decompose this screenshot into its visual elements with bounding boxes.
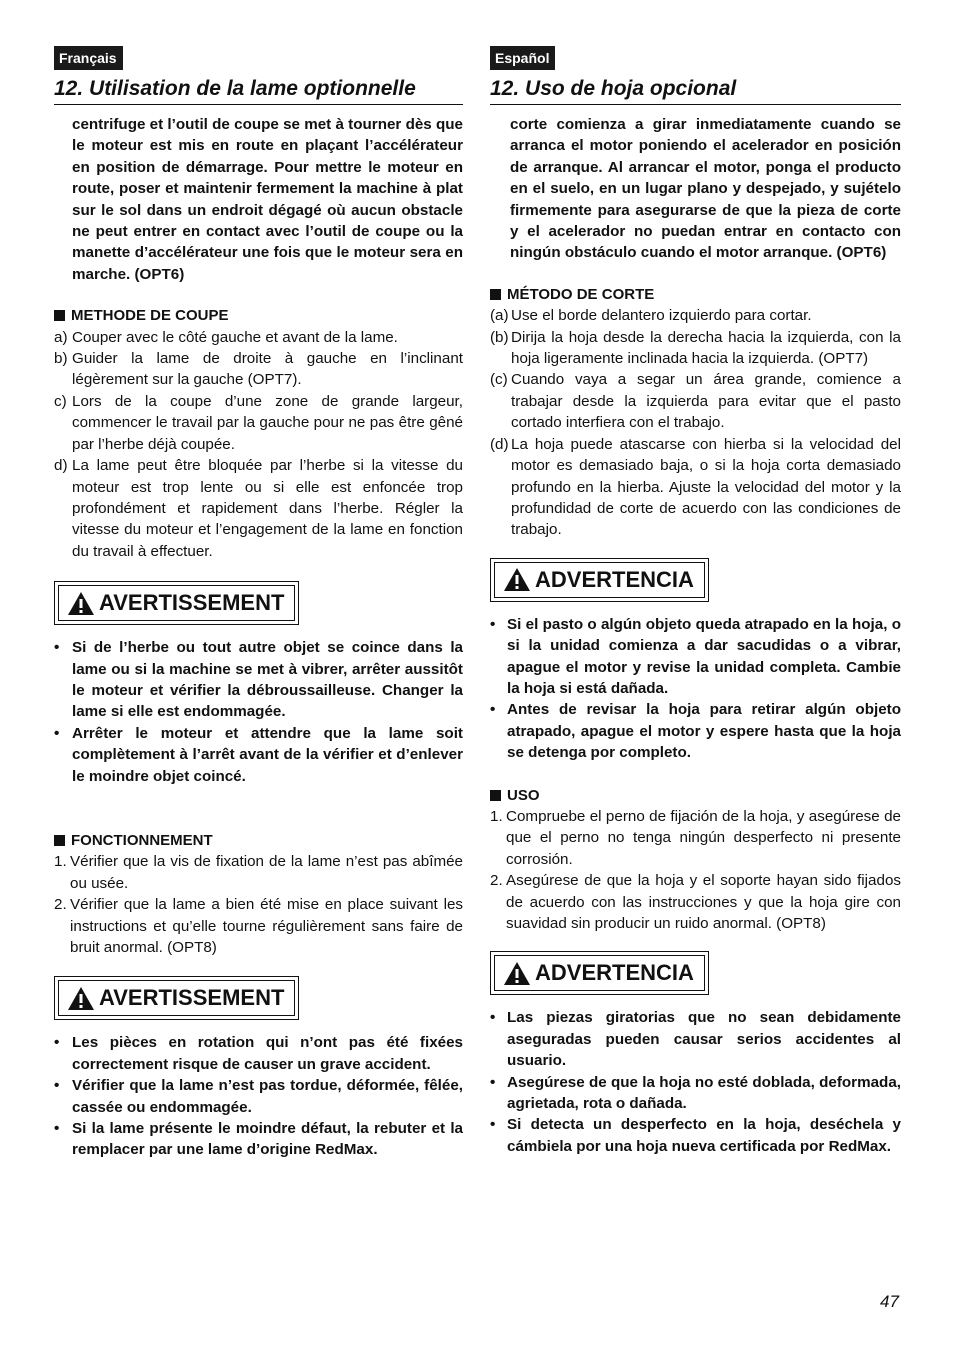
method-heading: METHODE DE COUPE bbox=[54, 305, 463, 326]
list-item: 1. Vérifier que la vis de fixation de la lame n’est pas abîmée ou usée. bbox=[54, 853, 463, 892]
list-item: (c) Cuando vaya a segar un área grande, comience a trabajar desde la izquierda para evitar que el pasto cortado interfiera con el trabajo. bbox=[490, 371, 901, 432]
list-item: d) La lame peut être bloquée par l’herbe si la vitesse du moteur est trop lente ou si elle est enfoncée trop profondément et rapidement dans l’herbe. Régler la vitesse du moteur et l’engagement de la lame en fonction du travail à effectuer. bbox=[54, 457, 463, 560]
warning-triangle-icon bbox=[67, 591, 95, 616]
list-item: (d) La hoja puede atascarse con hierba si la velocidad del motor es demasiado baja, o si la hoja corta demasiado profundo en la hierba. Ajuste la velocidad del motor y la profundidad de corte de acuerdo con las condiciones de trabajo. bbox=[490, 435, 901, 539]
method-steps bbox=[490, 305, 901, 540]
warning-triangle-icon bbox=[67, 986, 95, 1011]
warning-label: AVERTISSEMENT bbox=[99, 985, 285, 1011]
list-item: a) Couper avec le côté gauche et avant de la lame. bbox=[54, 328, 398, 346]
warning-list bbox=[54, 637, 463, 787]
warning-label: ADVERTENCIA bbox=[535, 960, 694, 986]
warning-box bbox=[54, 976, 463, 1020]
list-item: • Vérifier que la lame n’est pas tordue, déformée, fêlée, cassée ou endommagée. bbox=[54, 1077, 463, 1116]
page-number: 47 bbox=[880, 1292, 899, 1311]
warning-list bbox=[490, 1007, 901, 1157]
list-item: • Las piezas giratorias que no sean debidamente aseguradas pueden causar serios accidentes al usuario. bbox=[490, 1009, 901, 1070]
list-item: 1. Compruebe el perno de fijación de la hoja, y asegúrese de que el perno no tenga ningún desperfecto ni presente corrosión. bbox=[490, 807, 901, 868]
list-item: 2. Vérifier que la lame a bien été mise en place suivant les instructions et qu’elle tourne régulièrement sans faire de bruit anormal. (OPT8) bbox=[54, 896, 463, 956]
warning-list bbox=[54, 1032, 463, 1160]
square-bullet-icon bbox=[490, 289, 501, 300]
warning-box bbox=[54, 581, 463, 625]
list-item: (a) Use el borde delantero izquierdo para cortar. bbox=[490, 307, 812, 325]
section-title: 12. Uso de hoja opcional bbox=[490, 76, 901, 105]
list-item: • Arrêter le moteur et attendre que la lame soit complètement à l’arrêt avant de la vérifier et d’enlever le moindre objet coincé. bbox=[54, 724, 463, 785]
list-item: • Si de l’herbe ou tout autre objet se coince dans la lame ou si la machine se met à vibrer, arrêter aussitôt le moteur et vérifier la débroussailleuse. Changer la lame si elle est endommagée. bbox=[54, 639, 463, 721]
list-item: c) Lors de la coupe d’une zone de grande largeur, commencer le travail par la gauche pour ne pas être gêné par l’herbe déjà coupée. bbox=[54, 392, 463, 453]
list-item: • Si detecta un desperfecto en la hoja, deséchela y cámbiela por una hoja nueva certificada por RedMax. bbox=[490, 1116, 901, 1155]
language-tag: Español bbox=[490, 46, 555, 70]
column-french bbox=[54, 46, 463, 1161]
intro-paragraph: corte comienza a girar inmediatamente cuando se arranca el motor poniendo el acelerador en posición de arranque. Al arrancar el motor, ponga el producto en el suelo, en un lugar plano y despejado, y sujételo firmemente para asegurarse de que la pieza de corte y el acelerador no puedan entrar en contacto con ningún obstáculo cuando el motor arranque. (OPT6) bbox=[510, 116, 901, 262]
square-bullet-icon bbox=[54, 310, 65, 321]
warning-box bbox=[490, 558, 901, 602]
list-item: • Les pièces en rotation qui n’ont pas été fixées correctement risque de causer un grave accident. bbox=[54, 1034, 463, 1073]
list-item: • Si la lame présente le moindre défaut, la rebuter et la remplacer par une lame d’origine RedMax. bbox=[54, 1120, 463, 1159]
warning-label: ADVERTENCIA bbox=[535, 566, 694, 592]
intro-paragraph: centrifuge et l’outil de coupe se met à tourner dès que le moteur est mis en route en plaçant l’accélérateur en position de démarrage. Pour mettre le moteur en route, poser et maintenir fermement la machine à plat sur le sol dans un endroit dégagé où aucun obstacle ne peut entrer en contact avec l’outil de coupe ou la manette d’accélérateur une fois que le moteur sera en marche. (OPT6) bbox=[72, 116, 463, 283]
square-bullet-icon bbox=[54, 835, 65, 846]
warning-box bbox=[490, 951, 901, 995]
operation-heading: USO bbox=[490, 785, 901, 806]
list-item: • Asegúrese de que la hoja no esté doblada, deformada, agrietada, rota o dañada. bbox=[490, 1073, 901, 1113]
operation-steps bbox=[54, 851, 463, 958]
language-tag: Français bbox=[54, 46, 123, 70]
column-spanish bbox=[490, 46, 901, 1157]
square-bullet-icon bbox=[490, 790, 501, 801]
section-title: 12. Utilisation de la lame optionnelle bbox=[54, 76, 463, 105]
list-item: • Si el pasto o algún objeto queda atrapado en la hoja, o si la unidad comienza a dar sacudidas o a vibrar, apague el motor y revise la unidad completa. Cambie la hoja si está dañada. bbox=[490, 615, 901, 697]
operation-steps bbox=[490, 806, 901, 934]
method-steps bbox=[54, 327, 463, 562]
list-item: (b) Dirija la hoja desde la derecha hacia la izquierda, con la hoja ligeramente inclinada hacia la izquierda. (OPT7) bbox=[490, 328, 901, 368]
warning-label: AVERTISSEMENT bbox=[99, 590, 285, 616]
operation-heading: FONCTIONNEMENT bbox=[54, 830, 463, 851]
list-item: b) Guider la lame de droite à gauche en l’inclinant légèrement sur la gauche (OPT7). bbox=[54, 350, 463, 389]
method-heading: MÉTODO DE CORTE bbox=[490, 284, 901, 305]
list-item: 2. Asegúrese de que la hoja y el soporte hayan sido fijados de acuerdo con las instrucciones y que la hoja gire con suavidad sin producir un ruido anormal. (OPT8) bbox=[490, 872, 901, 932]
warning-triangle-icon bbox=[503, 567, 531, 592]
warning-list bbox=[490, 614, 901, 764]
list-item: • Antes de revisar la hoja para retirar algún objeto atrapado, apague el motor y espere hasta que la hoja se detenga por completo. bbox=[490, 701, 901, 762]
warning-triangle-icon bbox=[503, 961, 531, 986]
